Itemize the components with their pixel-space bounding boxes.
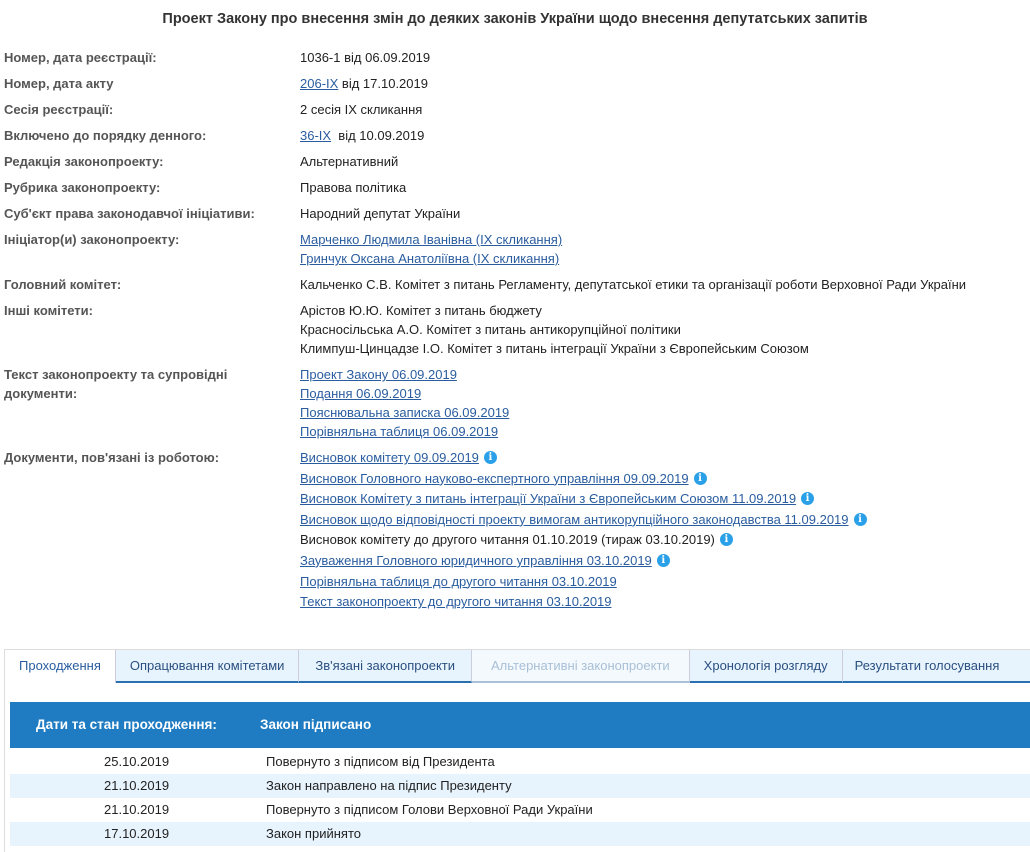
initiator-link[interactable]: Марченко Людмила Іванівна (IX скликання) — [300, 232, 563, 247]
doc-item — [300, 572, 1030, 593]
act-date: від 17.10.2019 — [338, 76, 428, 91]
row-text: Закон прийнято — [266, 826, 361, 841]
row-date: 21.10.2019 — [104, 778, 170, 793]
doc-link[interactable]: Висновок Комітету з питань інтеграції України з Європейським Союзом 11.09.2019 — [300, 491, 797, 507]
texts-label: Текст законопроекту та супровідні документи: — [4, 367, 228, 401]
info-icon[interactable]: i — [720, 533, 733, 546]
doc-link[interactable]: Висновок комітету 09.09.2019 — [300, 450, 479, 465]
docs-list — [300, 448, 1030, 613]
tab-passage[interactable]: Проходження — [5, 650, 116, 683]
bill-info — [4, 48, 1030, 620]
doc-link[interactable]: Порівняльна таблиця до другого читання 03.10.2019 — [300, 573, 617, 589]
tab-related[interactable]: Зв'язані законопроекти — [299, 650, 472, 683]
reg-label: Номер, дата реєстрації: — [4, 50, 157, 65]
doc-item — [300, 489, 1030, 510]
row-text: Повернуто з підписом Голови Верховної Ради України — [266, 802, 593, 817]
text-doc-link[interactable]: Порівняльна таблиця 06.09.2019 — [300, 424, 499, 439]
main-committee-value: Кальченко С.В. Комітет з питань Регламенту, депутатської етики та організації роботи Верховної Ради України — [300, 277, 967, 292]
tab-committees[interactable]: Опрацювання комітетами — [116, 650, 300, 683]
passage-header — [10, 702, 1030, 748]
subject-value: Народний депутат України — [300, 206, 461, 221]
doc-item — [300, 530, 1030, 551]
info-icon[interactable]: i — [854, 513, 867, 526]
act-label: Номер, дата акту — [4, 76, 114, 91]
info-icon[interactable]: i — [657, 554, 670, 567]
committee-item: Климпуш-Цинцадзе І.О. Комітет з питань інтеграції України з Європейським Союзом — [300, 341, 809, 356]
tab-chronology[interactable]: Хронологія розгляду — [690, 650, 843, 683]
agenda-date: від 10.09.2019 — [331, 128, 425, 143]
text-doc-link[interactable]: Проект Закону 06.09.2019 — [300, 367, 457, 382]
doc-link[interactable]: Висновок щодо відповідності проекту вимогам антикорупційного законодавства 11.09.2019 — [300, 511, 849, 527]
table-row — [10, 822, 1030, 846]
tab-bar — [4, 649, 1030, 683]
agenda-label: Включено до порядку денного: — [4, 128, 207, 143]
doc-link[interactable]: Зауваження Головного юридичного управління 03.10.2019 — [300, 552, 652, 568]
doc-link[interactable]: Висновок Головного науково-експертного управління 09.09.2019 — [300, 470, 689, 486]
passage-header-label: Дати та стан проходження: — [36, 717, 217, 732]
passage-status: Закон підписано — [260, 717, 372, 732]
committee-item: Арістов Ю.Ю. Комітет з питань бюджету — [300, 303, 542, 318]
doc-text: Висновок комітету до другого читання 01.10.2019 (тираж 03.10.2019) — [300, 532, 715, 548]
doc-item — [300, 510, 1030, 531]
docs-label: Документи, пов'язані із роботою: — [4, 450, 220, 465]
table-row — [10, 750, 1030, 774]
agenda-link[interactable]: 36-IX — [300, 128, 332, 143]
text-doc-link[interactable]: Пояснювальна записка 06.09.2019 — [300, 405, 510, 420]
main-committee-label: Головний комітет: — [4, 277, 122, 292]
initiator-link[interactable]: Гринчук Оксана Анатоліївна (IX скликання) — [300, 251, 560, 266]
tab-alternative: Альтернативні законопроекти — [472, 650, 690, 683]
doc-item — [300, 592, 1030, 613]
passage-panel — [4, 682, 1030, 852]
doc-item — [300, 469, 1030, 490]
info-icon[interactable]: i — [801, 492, 814, 505]
row-date: 17.10.2019 — [104, 826, 170, 841]
text-doc-link[interactable]: Подання 06.09.2019 — [300, 386, 422, 401]
row-text: Повернуто з підписом від Президента — [266, 754, 495, 769]
doc-item — [300, 551, 1030, 572]
row-date: 21.10.2019 — [104, 802, 170, 817]
doc-item — [300, 448, 1030, 469]
act-link[interactable]: 206-IX — [300, 76, 339, 91]
doc-link[interactable]: Текст законопроекту до другого читання 03.10.2019 — [300, 594, 612, 610]
initiators-label: Ініціатор(и) законопроекту: — [4, 232, 180, 247]
table-row — [10, 774, 1030, 798]
committee-item: Красносільська А.О. Комітет з питань антикорупційної політики — [300, 322, 681, 337]
tab-voting[interactable]: Результати голосування — [843, 650, 1030, 683]
row-text: Закон направлено на підпис Президенту — [266, 778, 512, 793]
page-title: Проект Закону про внесення змін до деяких законів України щодо внесення депутатських запитів — [162, 11, 868, 27]
rubric-label: Рубрика законопроекту: — [4, 180, 161, 195]
info-icon[interactable]: i — [484, 451, 497, 464]
row-date: 25.10.2019 — [104, 754, 170, 769]
session-value: 2 сесія IX скликання — [300, 102, 423, 117]
info-icon[interactable]: i — [694, 472, 707, 485]
reg-value: 1036-1 від 06.09.2019 — [300, 50, 431, 65]
rubric-value: Правова політика — [300, 180, 407, 195]
table-row — [10, 798, 1030, 822]
edition-value: Альтернативний — [300, 154, 399, 169]
other-committees-label: Інші комітети: — [4, 303, 93, 318]
session-label: Сесія реєстрації: — [4, 102, 114, 117]
edition-label: Редакція законопроекту: — [4, 154, 164, 169]
subject-label: Суб'єкт права законодавчої ініціативи: — [4, 206, 255, 221]
